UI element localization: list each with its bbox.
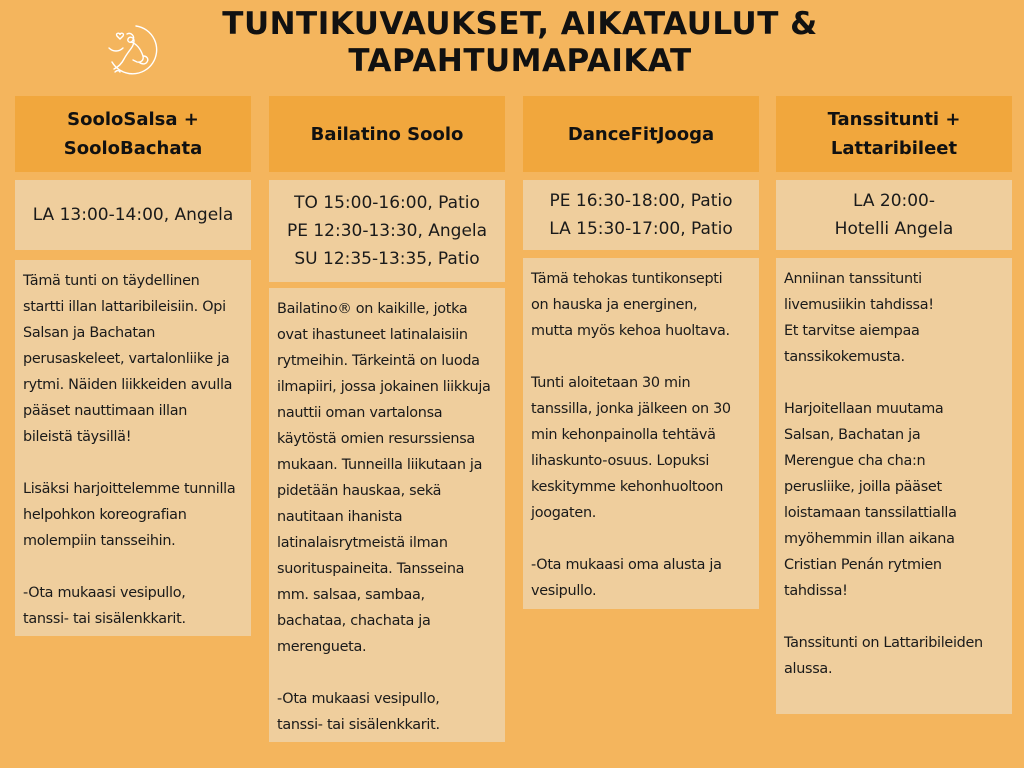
description-box xyxy=(15,260,251,636)
description-paragraph: -Ota mukaasi vesipullo, tanssi- tai sisälenkkarit. xyxy=(23,585,186,627)
class-header xyxy=(15,96,251,172)
class-title-line-2: SooloBachata xyxy=(63,138,203,159)
description-paragraph: -Ota mukaasi vesipullo, tanssi- tai sisälenkkarit. xyxy=(277,691,440,733)
description-box xyxy=(523,258,759,609)
description-box xyxy=(776,258,1012,714)
schedule-line: LA 15:30-17:00, Patio xyxy=(549,219,733,239)
class-header xyxy=(523,96,759,172)
schedule-line: Hotelli Angela xyxy=(834,219,954,239)
description-paragraph: Anniinan tanssitunti livemusiikin tahdissa! Et tarvitse aiempaa tanssikokemusta. xyxy=(784,271,934,365)
description-box xyxy=(269,288,505,742)
page-title xyxy=(190,6,850,80)
description-paragraph: Tämä tehokas tuntikonsepti on hauska ja energinen, mutta myös kehoa huoltava. xyxy=(531,271,730,339)
schedule-box xyxy=(15,180,251,250)
class-title-line-1: SooloSalsa + xyxy=(67,109,199,130)
schedule-box xyxy=(523,180,759,250)
description-paragraph: Tanssitunti on Lattaribileiden alussa. xyxy=(784,635,983,677)
schedule-line: PE 12:30-13:30, Angela xyxy=(286,221,488,241)
schedule-box xyxy=(269,180,505,282)
description-paragraph: Tämä tunti on täydellinen startti illan lattaribileisiin. Opi Salsan ja Bachatan perusaskeleet, vartalonliike ja rytmi. Näiden liikkeiden avulla pääset nauttimaan illan bileistä täysillä! xyxy=(23,273,233,445)
page-title-line-2: TAPAHTUMAPAIKAT xyxy=(348,43,692,79)
description-paragraph: Harjoitellaan muutama Salsan, Bachatan ja Merengue cha cha:n perusliike, joilla pääset loistamaan tanssilattialla myöhemmin illan aikana Cristian Penán rytmien tahdissa! xyxy=(784,401,957,599)
dancer-logo-icon xyxy=(103,22,159,78)
schedule-box xyxy=(776,180,1012,250)
class-title-line-1: Tanssitunti + xyxy=(827,109,961,130)
schedule-line: LA 20:00- xyxy=(852,191,936,211)
class-header xyxy=(776,96,1012,172)
class-header xyxy=(269,96,505,172)
description-paragraph: -Ota mukaasi oma alusta ja vesipullo. xyxy=(531,557,722,599)
schedule-line: TO 15:00-16:00, Patio xyxy=(294,193,480,213)
page-title-line-1: TUNTIKUVAUKSET, AIKATAULUT & xyxy=(222,6,818,42)
schedule-line: SU 12:35-13:35, Patio xyxy=(294,249,480,269)
schedule-line: PE 16:30-18:00, Patio xyxy=(549,191,733,211)
class-title-line-1: Bailatino Soolo xyxy=(310,123,464,145)
description-paragraph: Bailatino® on kaikille, jotka ovat ihastuneet latinalaisiin rytmeihin. Tärkeintä on luoda ilmapiiri, jossa jokainen liikkuja nauttii oman vartalonsa käytöstä omien resurssiensa mukaan. Tunneilla liikutaan ja pidetään hauskaa, sekä nautitaan ihanista latinalaisrytmeistä ilman suorituspaineita. Tansseina mm. salsaa, sambaa, bachataa, chachata ja merengueta. xyxy=(277,301,491,655)
schedule-line: LA 13:00-14:00, Angela xyxy=(32,205,234,225)
class-title-line-1: DanceFitJooga xyxy=(567,123,715,145)
class-title-line-2: Lattaribileet xyxy=(830,138,958,159)
description-paragraph: Lisäksi harjoittelemme tunnilla helpohkon koreografian molempiin tansseihin. xyxy=(23,481,236,549)
description-paragraph: Tunti aloitetaan 30 min tanssilla, jonka jälkeen on 30 min kehonpainolla tehtävä lihaskunto-osuus. Lopuksi keskitymme kehonhuoltoon joogaten. xyxy=(531,375,731,521)
